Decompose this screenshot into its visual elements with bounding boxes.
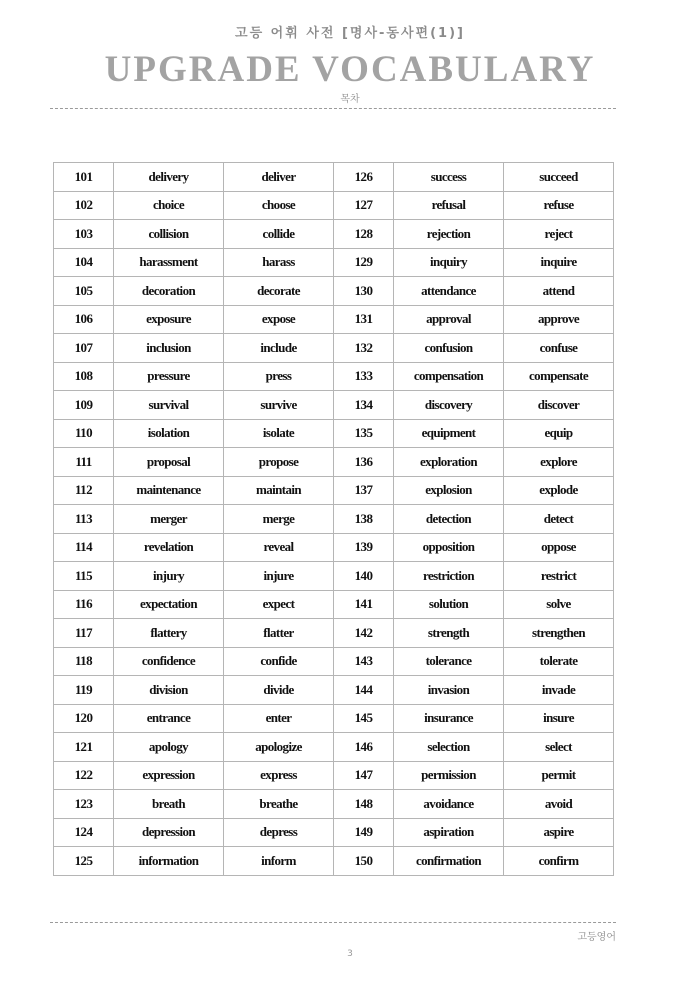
- entry-number: 106: [54, 305, 114, 334]
- verb-cell: explore: [504, 448, 614, 477]
- entry-number: 142: [334, 619, 394, 648]
- vocabulary-table: [53, 162, 614, 876]
- noun-cell: proposal: [114, 448, 224, 477]
- verb-cell: approve: [504, 305, 614, 334]
- verb-cell: oppose: [504, 533, 614, 562]
- verb-cell: enter: [224, 704, 334, 733]
- verb-cell: refuse: [504, 191, 614, 220]
- noun-cell: maintenance: [114, 476, 224, 505]
- table-row: [54, 391, 614, 420]
- entry-number: 134: [334, 391, 394, 420]
- header-divider: [50, 108, 616, 109]
- verb-cell: merge: [224, 505, 334, 534]
- verb-cell: inquire: [504, 248, 614, 277]
- noun-cell: harassment: [114, 248, 224, 277]
- table-row: [54, 733, 614, 762]
- verb-cell: reveal: [224, 533, 334, 562]
- page-title: UPGRADE VOCABULARY: [104, 49, 596, 90]
- entry-number: 149: [334, 818, 394, 847]
- section-label: 목차: [340, 94, 360, 105]
- verb-cell: reject: [504, 220, 614, 249]
- verb-cell: propose: [224, 448, 334, 477]
- noun-cell: insurance: [394, 704, 504, 733]
- table-row: [54, 248, 614, 277]
- verb-cell: aspire: [504, 818, 614, 847]
- footer-label: 고등영어: [577, 932, 616, 943]
- table-row: [54, 590, 614, 619]
- noun-cell: inclusion: [114, 334, 224, 363]
- entry-number: 132: [334, 334, 394, 363]
- footer-divider: [50, 922, 616, 923]
- verb-cell: maintain: [224, 476, 334, 505]
- entry-number: 130: [334, 277, 394, 306]
- entry-number: 112: [54, 476, 114, 505]
- verb-cell: press: [224, 362, 334, 391]
- verb-cell: apologize: [224, 733, 334, 762]
- noun-cell: discovery: [394, 391, 504, 420]
- noun-cell: breath: [114, 790, 224, 819]
- table-row: [54, 448, 614, 477]
- entry-number: 138: [334, 505, 394, 534]
- noun-cell: injury: [114, 562, 224, 591]
- noun-cell: attendance: [394, 277, 504, 306]
- noun-cell: confidence: [114, 647, 224, 676]
- verb-cell: strengthen: [504, 619, 614, 648]
- page-subtitle: 고등 어휘 사전 [명사-동사편(1)]: [235, 26, 465, 41]
- entry-number: 136: [334, 448, 394, 477]
- entry-number: 127: [334, 191, 394, 220]
- verb-cell: breathe: [224, 790, 334, 819]
- noun-cell: revelation: [114, 533, 224, 562]
- verb-cell: collide: [224, 220, 334, 249]
- noun-cell: refusal: [394, 191, 504, 220]
- entry-number: 109: [54, 391, 114, 420]
- entry-number: 101: [54, 163, 114, 192]
- verb-cell: injure: [224, 562, 334, 591]
- noun-cell: rejection: [394, 220, 504, 249]
- verb-cell: restrict: [504, 562, 614, 591]
- noun-cell: equipment: [394, 419, 504, 448]
- table-row: [54, 533, 614, 562]
- entry-number: 118: [54, 647, 114, 676]
- entry-number: 143: [334, 647, 394, 676]
- entry-number: 139: [334, 533, 394, 562]
- entry-number: 146: [334, 733, 394, 762]
- verb-cell: invade: [504, 676, 614, 705]
- noun-cell: survival: [114, 391, 224, 420]
- verb-cell: equip: [504, 419, 614, 448]
- noun-cell: invasion: [394, 676, 504, 705]
- noun-cell: confirmation: [394, 847, 504, 876]
- table-row: [54, 562, 614, 591]
- entry-number: 122: [54, 761, 114, 790]
- noun-cell: expectation: [114, 590, 224, 619]
- table-row: [54, 761, 614, 790]
- entry-number: 115: [54, 562, 114, 591]
- noun-cell: collision: [114, 220, 224, 249]
- verb-cell: explode: [504, 476, 614, 505]
- noun-cell: compensation: [394, 362, 504, 391]
- table-row: [54, 362, 614, 391]
- noun-cell: information: [114, 847, 224, 876]
- verb-cell: deliver: [224, 163, 334, 192]
- verb-cell: confuse: [504, 334, 614, 363]
- entry-number: 116: [54, 590, 114, 619]
- noun-cell: approval: [394, 305, 504, 334]
- noun-cell: choice: [114, 191, 224, 220]
- entry-number: 104: [54, 248, 114, 277]
- verb-cell: divide: [224, 676, 334, 705]
- entry-number: 120: [54, 704, 114, 733]
- entry-number: 141: [334, 590, 394, 619]
- table-row: [54, 847, 614, 876]
- verb-cell: tolerate: [504, 647, 614, 676]
- noun-cell: isolation: [114, 419, 224, 448]
- noun-cell: solution: [394, 590, 504, 619]
- entry-number: 124: [54, 818, 114, 847]
- noun-cell: apology: [114, 733, 224, 762]
- entry-number: 107: [54, 334, 114, 363]
- verb-cell: flatter: [224, 619, 334, 648]
- entry-number: 148: [334, 790, 394, 819]
- noun-cell: confusion: [394, 334, 504, 363]
- verb-cell: decorate: [224, 277, 334, 306]
- entry-number: 135: [334, 419, 394, 448]
- entry-number: 125: [54, 847, 114, 876]
- entry-number: 113: [54, 505, 114, 534]
- table-row: [54, 191, 614, 220]
- table-row: [54, 676, 614, 705]
- table-row: [54, 505, 614, 534]
- verb-cell: depress: [224, 818, 334, 847]
- entry-number: 137: [334, 476, 394, 505]
- table-row: [54, 476, 614, 505]
- verb-cell: permit: [504, 761, 614, 790]
- noun-cell: depression: [114, 818, 224, 847]
- entry-number: 117: [54, 619, 114, 648]
- entry-number: 105: [54, 277, 114, 306]
- verb-cell: confide: [224, 647, 334, 676]
- noun-cell: exploration: [394, 448, 504, 477]
- entry-number: 110: [54, 419, 114, 448]
- entry-number: 102: [54, 191, 114, 220]
- noun-cell: aspiration: [394, 818, 504, 847]
- table-row: [54, 704, 614, 733]
- verb-cell: succeed: [504, 163, 614, 192]
- entry-number: 150: [334, 847, 394, 876]
- verb-cell: compensate: [504, 362, 614, 391]
- entry-number: 103: [54, 220, 114, 249]
- noun-cell: merger: [114, 505, 224, 534]
- verb-cell: confirm: [504, 847, 614, 876]
- entry-number: 145: [334, 704, 394, 733]
- table-row: [54, 277, 614, 306]
- entry-number: 114: [54, 533, 114, 562]
- noun-cell: strength: [394, 619, 504, 648]
- table-row: [54, 419, 614, 448]
- noun-cell: entrance: [114, 704, 224, 733]
- table-row: [54, 220, 614, 249]
- noun-cell: restriction: [394, 562, 504, 591]
- noun-cell: success: [394, 163, 504, 192]
- table-row: [54, 305, 614, 334]
- entry-number: 131: [334, 305, 394, 334]
- table-row: [54, 334, 614, 363]
- noun-cell: pressure: [114, 362, 224, 391]
- verb-cell: attend: [504, 277, 614, 306]
- table-row: [54, 647, 614, 676]
- noun-cell: flattery: [114, 619, 224, 648]
- entry-number: 126: [334, 163, 394, 192]
- entry-number: 140: [334, 562, 394, 591]
- noun-cell: division: [114, 676, 224, 705]
- verb-cell: select: [504, 733, 614, 762]
- noun-cell: detection: [394, 505, 504, 534]
- noun-cell: inquiry: [394, 248, 504, 277]
- verb-cell: choose: [224, 191, 334, 220]
- verb-cell: expect: [224, 590, 334, 619]
- table-row: [54, 619, 614, 648]
- entry-number: 133: [334, 362, 394, 391]
- entry-number: 108: [54, 362, 114, 391]
- verb-cell: avoid: [504, 790, 614, 819]
- table-row: [54, 818, 614, 847]
- entry-number: 129: [334, 248, 394, 277]
- verb-cell: survive: [224, 391, 334, 420]
- noun-cell: selection: [394, 733, 504, 762]
- entry-number: 128: [334, 220, 394, 249]
- verb-cell: isolate: [224, 419, 334, 448]
- verb-cell: detect: [504, 505, 614, 534]
- vocabulary-table-body: [54, 163, 614, 876]
- verb-cell: insure: [504, 704, 614, 733]
- entry-number: 147: [334, 761, 394, 790]
- entry-number: 144: [334, 676, 394, 705]
- page-number: 3: [347, 949, 353, 959]
- table-row: [54, 790, 614, 819]
- noun-cell: explosion: [394, 476, 504, 505]
- verb-cell: solve: [504, 590, 614, 619]
- noun-cell: expression: [114, 761, 224, 790]
- noun-cell: avoidance: [394, 790, 504, 819]
- noun-cell: tolerance: [394, 647, 504, 676]
- entry-number: 121: [54, 733, 114, 762]
- entry-number: 111: [54, 448, 114, 477]
- noun-cell: decoration: [114, 277, 224, 306]
- entry-number: 119: [54, 676, 114, 705]
- noun-cell: permission: [394, 761, 504, 790]
- entry-number: 123: [54, 790, 114, 819]
- table-row: [54, 163, 614, 192]
- verb-cell: inform: [224, 847, 334, 876]
- verb-cell: harass: [224, 248, 334, 277]
- noun-cell: exposure: [114, 305, 224, 334]
- noun-cell: opposition: [394, 533, 504, 562]
- noun-cell: delivery: [114, 163, 224, 192]
- verb-cell: discover: [504, 391, 614, 420]
- verb-cell: expose: [224, 305, 334, 334]
- verb-cell: express: [224, 761, 334, 790]
- verb-cell: include: [224, 334, 334, 363]
